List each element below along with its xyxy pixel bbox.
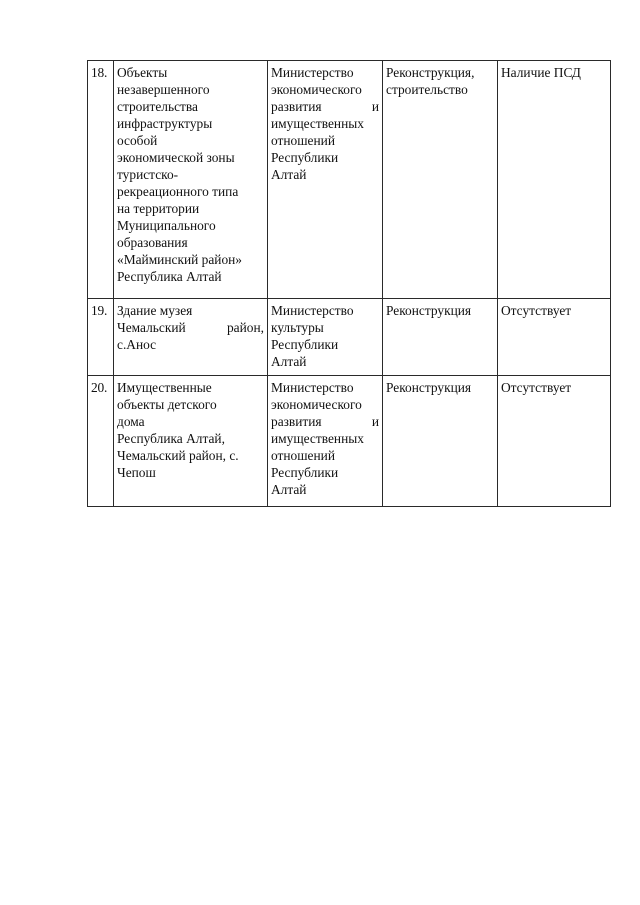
ministry-line: Министерство xyxy=(271,303,354,318)
ministry-line: Республики xyxy=(271,150,339,165)
ministry-line: Республики xyxy=(271,465,339,480)
psd-status-cell: Наличие ПСД xyxy=(498,61,611,299)
ministry-cell xyxy=(268,61,383,299)
ministry-cell xyxy=(268,299,383,376)
object-line: Республика Алтай xyxy=(117,269,222,284)
work-type-cell xyxy=(383,61,498,299)
table-row xyxy=(88,61,611,299)
ministry-line: экономического xyxy=(271,82,362,97)
object-line: на территории xyxy=(117,201,200,216)
row-number: 19. xyxy=(88,299,114,376)
object-line: Имущественные xyxy=(117,380,212,395)
object-word: Чемальский xyxy=(117,320,186,335)
ministry-line: Республики xyxy=(271,337,339,352)
table-row xyxy=(88,376,611,507)
ministry-word: и xyxy=(371,414,379,429)
ministry-word: развития xyxy=(271,99,322,114)
object-cell xyxy=(114,376,268,507)
object-line: Здание музея xyxy=(117,303,193,318)
ministry-word: и xyxy=(371,99,379,114)
object-line: туристско- xyxy=(117,167,179,182)
object-line: особой xyxy=(117,133,158,148)
ministry-line: Алтай xyxy=(271,167,307,182)
object-line: образования xyxy=(117,235,188,250)
ministry-line xyxy=(271,98,379,115)
object-line xyxy=(117,319,264,336)
objects-table xyxy=(87,60,611,507)
object-line: Чемальский район, с. xyxy=(117,448,239,463)
object-line: незавершенного xyxy=(117,82,210,97)
work-type-cell: Реконструкция xyxy=(383,376,498,507)
psd-status-cell: Отсутствует xyxy=(498,299,611,376)
object-line: экономической зоны xyxy=(117,150,235,165)
work-type-cell: Реконструкция xyxy=(383,299,498,376)
object-line: Объекты xyxy=(117,65,168,80)
object-line: Республика Алтай, xyxy=(117,431,225,446)
object-line: Муниципального xyxy=(117,218,216,233)
object-line: рекреационного типа xyxy=(117,184,239,199)
object-line: инфраструктуры xyxy=(117,116,213,131)
object-line: дома xyxy=(117,414,145,429)
object-line: Чепош xyxy=(117,465,156,480)
work-type-line: Реконструкция, xyxy=(386,65,475,80)
object-line: объекты детского xyxy=(117,397,217,412)
ministry-line: Алтай xyxy=(271,482,307,497)
object-word: район, xyxy=(226,320,264,335)
object-cell xyxy=(114,61,268,299)
row-number: 18. xyxy=(88,61,114,299)
ministry-line xyxy=(271,413,379,430)
ministry-word: развития xyxy=(271,414,322,429)
object-line: строительства xyxy=(117,99,198,114)
ministry-cell xyxy=(268,376,383,507)
ministry-line: отношений xyxy=(271,448,335,463)
ministry-line: имущественных xyxy=(271,116,364,131)
ministry-line: имущественных xyxy=(271,431,364,446)
ministry-line: Министерство xyxy=(271,65,354,80)
object-cell xyxy=(114,299,268,376)
table-row xyxy=(88,299,611,376)
ministry-line: Министерство xyxy=(271,380,354,395)
work-type-line: строительство xyxy=(386,82,468,97)
ministry-line: экономического xyxy=(271,397,362,412)
ministry-line: Алтай xyxy=(271,354,307,369)
ministry-line: отношений xyxy=(271,133,335,148)
row-number: 20. xyxy=(88,376,114,507)
psd-status-cell: Отсутствует xyxy=(498,376,611,507)
object-line: с.Анос xyxy=(117,337,157,352)
object-line: «Майминский район» xyxy=(117,252,243,267)
ministry-line: культуры xyxy=(271,320,324,335)
